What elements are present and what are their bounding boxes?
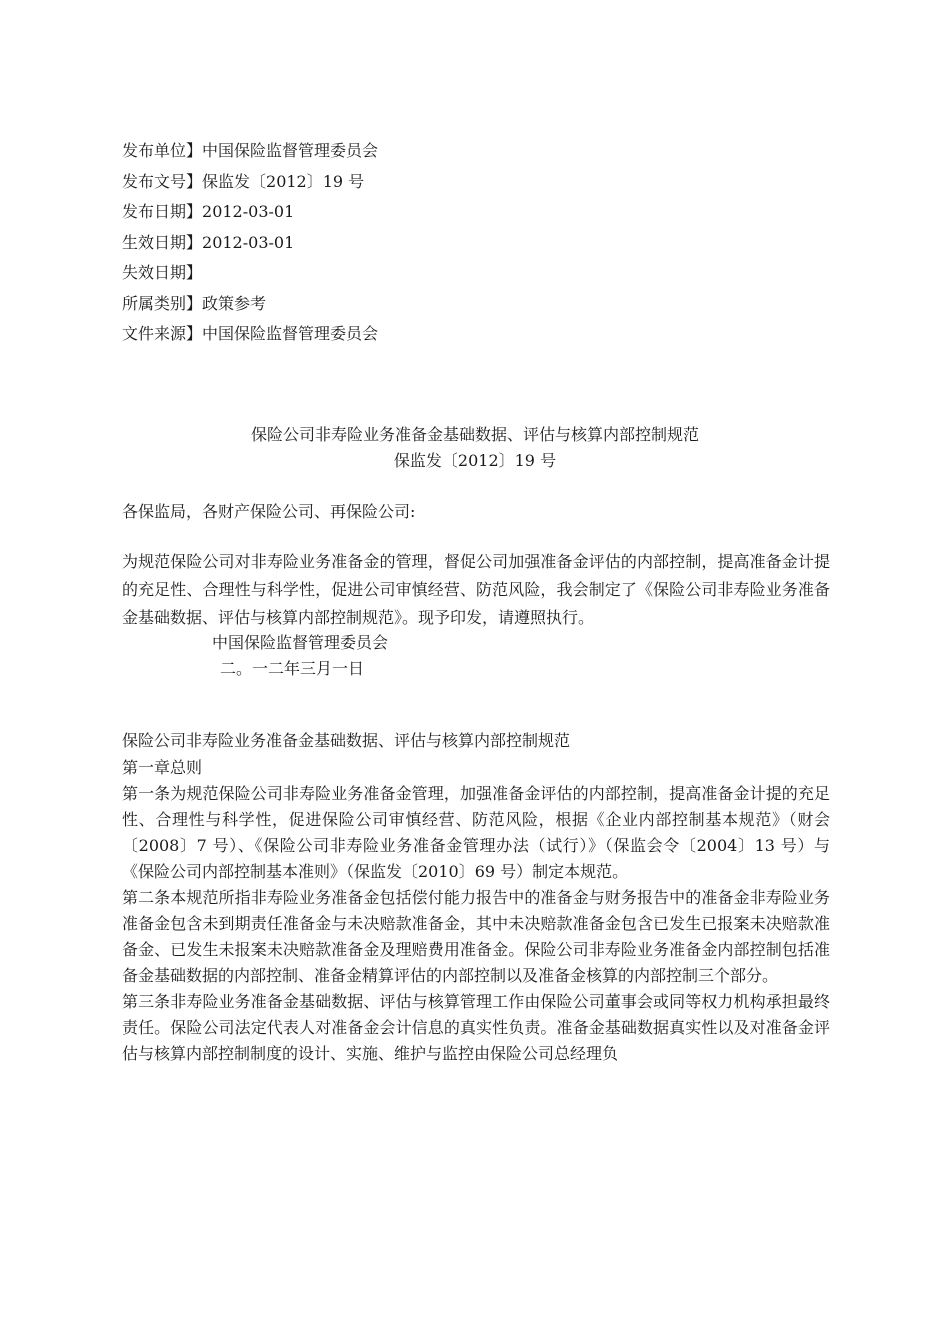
meta-label: 发布日期】 (122, 202, 203, 221)
notice-doc-number: 保监发〔2012〕19 号 (393, 451, 557, 470)
meta-label: 所属类别】 (122, 293, 203, 313)
meta-row-effective-date (122, 228, 822, 259)
meta-row-expiry-date (122, 258, 822, 289)
regulation-title: 保险公司非寿险业务准备金基础数据、评估与核算内部控制规范 (122, 731, 571, 750)
meta-value: 2012-03-01 (202, 202, 295, 221)
meta-row-source (122, 319, 822, 350)
meta-value: 中国保险监督管理委员会 (202, 324, 379, 343)
articles-block (122, 781, 830, 1067)
article-2: 第二条本规范所指非寿险业务准备金包括偿付能力报告中的准备金与财务报告中的准备金非寿险业务准备金包含未到期责任准备金与未决赔款准备金，其中未决赔款准备金包含已发生已报案未决赔款准备金、已发生未报案未决赔款准备金及理赔费用准备金。保险公司非寿险业务准备金内部控制包括准备金基础数据的内部控制、准备金精算评估的内部控制以及准备金核算的内部控制三个部分。 (122, 888, 830, 985)
article-1: 第一条为规范保险公司非寿险业务准备金管理，加强准备金评估的内部控制，提高准备金计提的充足性、合理性与科学性，促进保险公司审慎经营、防范风险，根据《企业内部控制基本规范》（财会〔2008〕7 号）、《保险公司非寿险业务准备金管理办法（试行）》（保监会令〔2004〕13 号）与《保险公司内部控制基本准则》（保监发〔2010〕69 号）制定本规范。 (122, 784, 830, 881)
meta-row-category (122, 289, 822, 320)
signature-organization: 中国保险监督管理委员会 (212, 633, 389, 652)
meta-value: 政策参考 (202, 293, 267, 313)
meta-label: 发布文号】 (122, 171, 203, 191)
meta-label: 发布单位】 (122, 141, 203, 160)
article-3: 第三条非寿险业务准备金基础数据、评估与核算管理工作由保险公司董事会或同等权力机构承担最终责任。保险公司法定代表人对准备金会计信息的真实性负责。准备金基础数据真实性以及对准备金评估与核算内部控制制度的设计、实施、维护与监控由保险公司总经理负 (122, 992, 830, 1063)
chapter-heading: 第一章总则 (122, 758, 203, 777)
notice-title: 保险公司非寿险业务准备金基础数据、评估与核算内部控制规范 (250, 425, 699, 444)
notice-body: 为规范保险公司对非寿险业务准备金的管理，督促公司加强准备金评估的内部控制，提高准备金计提的充足性、合理性与科学性，促进公司审慎经营、防范风险，我会制定了《保险公司非寿险业务准备金基础数据、评估与核算内部控制规范》。现予印发，请遵照执行。 (122, 552, 830, 627)
notice-title-block (122, 422, 828, 474)
signature-date: 二。一二年三月一日 (220, 659, 365, 678)
meta-label: 失效日期】 (122, 263, 203, 282)
meta-value: 中国保险监督管理委员会 (202, 141, 379, 160)
notice-addressee: 各保监局，各财产保险公司、再保险公司: (122, 502, 416, 521)
metadata-block (122, 136, 822, 350)
meta-row-doc-number (122, 167, 822, 198)
meta-label: 生效日期】 (122, 232, 203, 252)
meta-value: 保监发〔2012〕19 号 (202, 171, 365, 191)
meta-label: 文件来源】 (122, 324, 203, 343)
meta-value: 2012-03-01 (202, 232, 295, 252)
meta-row-publisher (122, 136, 822, 167)
meta-row-publish-date (122, 197, 822, 228)
